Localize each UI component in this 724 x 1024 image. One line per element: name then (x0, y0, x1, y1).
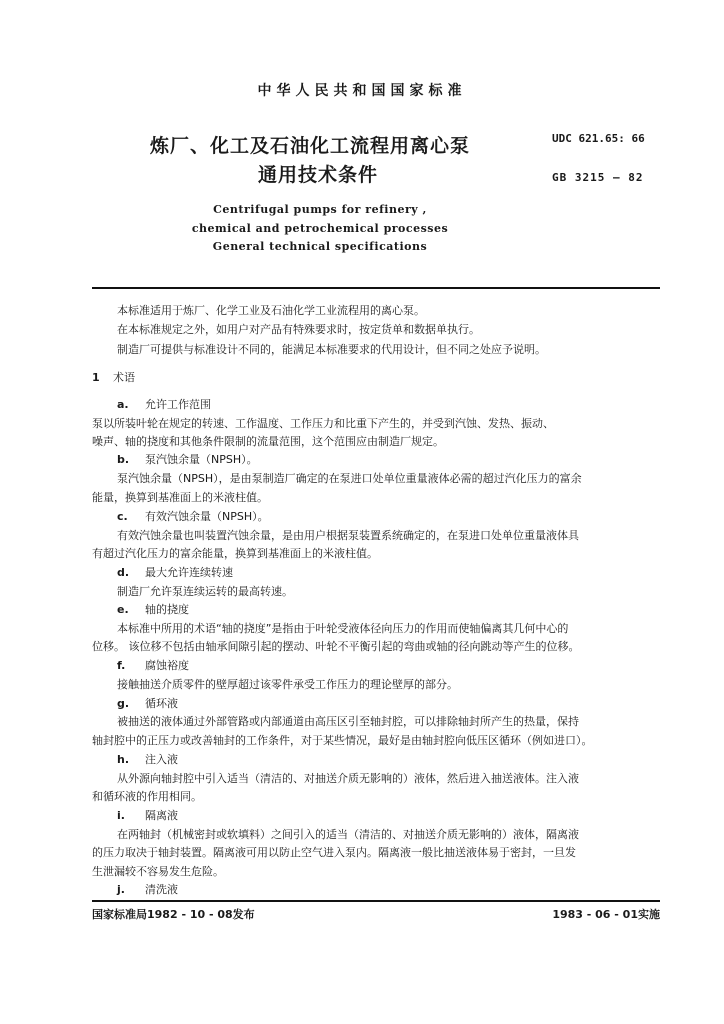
item-term: 循环液 (145, 697, 178, 710)
item-text-line: 从外源向轴封腔中引入适当（清洁的、对抽送介质无影响的）液体，然后进入抽送液体。注入液 (117, 772, 579, 785)
item-term: 注入液 (145, 753, 178, 766)
item-text-line: 生泄漏较不容易发生危险。 (92, 865, 224, 878)
effective-date: 1983 - 06 - 01实施 (552, 908, 660, 921)
item-term: 泵汽蚀余量（NPSH）。 (145, 453, 258, 466)
item-text-line: 噪声、轴的挠度和其他条件限制的流量范围，这个范围应由制造厂规定。 (92, 435, 444, 448)
item-letter: e. (117, 603, 129, 616)
item-text-line: 被抽送的液体通过外部管路或内部通道由高压区引至轴封腔，可以排除轴封所产生的热量，保持 (117, 715, 579, 728)
udc-code: UDC 621.65: 66 (552, 132, 645, 145)
item-term: 最大允许连续转速 (145, 566, 233, 579)
footer-divider (92, 900, 660, 902)
item-term: 隔离液 (145, 809, 178, 822)
item-text-line: 的压力取决于轴封装置。隔离液可用以防止空气进入泵内。隔离液一般比抽送液体易于密封，一旦发 (92, 846, 576, 859)
item-letter: i. (117, 809, 125, 822)
item-term: 清洗液 (145, 883, 178, 896)
issue-date: 国家标准局1982 - 10 - 08发布 (92, 908, 255, 921)
national-standard-heading: 中华人民共和国国家标准 (257, 83, 467, 99)
section-title: 术语 (113, 371, 135, 384)
item-text-line: 泵以所装叶轮在规定的转速、工作温度、工作压力和比重下产生的，并受到汽蚀、发热、振动、 (92, 417, 554, 430)
item-text-line: 有超过汽化压力的富余能量，换算到基准面上的米液柱值。 (92, 547, 378, 560)
item-letter: a. (117, 398, 129, 411)
section-number: 1 (92, 371, 100, 384)
item-text-line: 泵汽蚀余量（NPSH），是由泵制造厂确定的在泵进口处单位重量液体必需的超过汽化压力的富余 (117, 472, 582, 485)
item-text-line: 本标准中所用的术语“轴的挠度”是指由于叶轮受液体径向压力的作用而使轴偏离其几何中心的 (117, 622, 569, 635)
document-title-line1: 炼厂、化工及石油化工流程用离心泵 (150, 135, 471, 157)
item-text-line: 能量，换算到基准面上的米液柱值。 (92, 491, 268, 504)
item-term: 有效汽蚀余量（NPSH）。 (145, 510, 269, 523)
item-letter: h. (117, 753, 130, 766)
item-text-line: 在两轴封（机械密封或软填料）之间引入的适当（清洁的、对抽送介质无影响的）液体，隔离液 (117, 828, 579, 841)
document-title-line2: 通用技术条件 (258, 164, 379, 186)
english-title-line2: chemical and petrochemical processes (191, 222, 449, 235)
item-text-line: 位移。 该位移不包括由轴承间隙引起的摆动、叶轮不平衡引起的弯曲或轴的径向跳动等产生的位移。 (92, 640, 580, 653)
item-text-line: 和循环液的作用相同。 (92, 790, 202, 803)
top-divider (92, 287, 660, 289)
item-letter: b. (117, 453, 130, 466)
item-term: 轴的挠度 (145, 603, 189, 616)
item-text-line: 轴封腔中的正压力或改善轴封的工作条件，对于某些情况，最好是由轴封腔向低压区循环（例如进口）。 (92, 734, 593, 747)
item-letter: j. (117, 883, 125, 896)
item-letter: d. (117, 566, 130, 579)
intro-paragraph-3: 制造厂可提供与标准设计不同的，能满足本标准要求的代用设计，但不同之处应予说明。 (117, 343, 546, 356)
item-text-line: 制造厂允许泵连续运转的最高转速。 (117, 585, 293, 598)
item-text-line: 接触抽送介质零件的壁厚超过该零件承受工作压力的理论壁厚的部分。 (117, 678, 458, 691)
english-title-line3: General technical specifications (212, 240, 428, 253)
item-text-line: 有效汽蚀余量也叫装置汽蚀余量，是由用户根据泵装置系统确定的，在泵进口处单位重量液体具 (117, 529, 579, 542)
item-term: 允许工作范围 (145, 398, 211, 411)
gb-number: GB 3215 — 82 (552, 171, 644, 184)
english-title-line1: Centrifugal pumps for refinery , (213, 203, 427, 216)
intro-paragraph-2: 在本标准规定之外，如用户对产品有特殊要求时，按定货单和数据单执行。 (117, 323, 480, 336)
item-term: 腐蚀裕度 (145, 659, 189, 672)
item-letter: c. (117, 510, 128, 523)
item-letter: f. (117, 659, 126, 672)
item-letter: g. (117, 697, 130, 710)
intro-paragraph-1: 本标准适用于炼厂、化学工业及石油化学工业流程用的离心泵。 (117, 304, 425, 317)
